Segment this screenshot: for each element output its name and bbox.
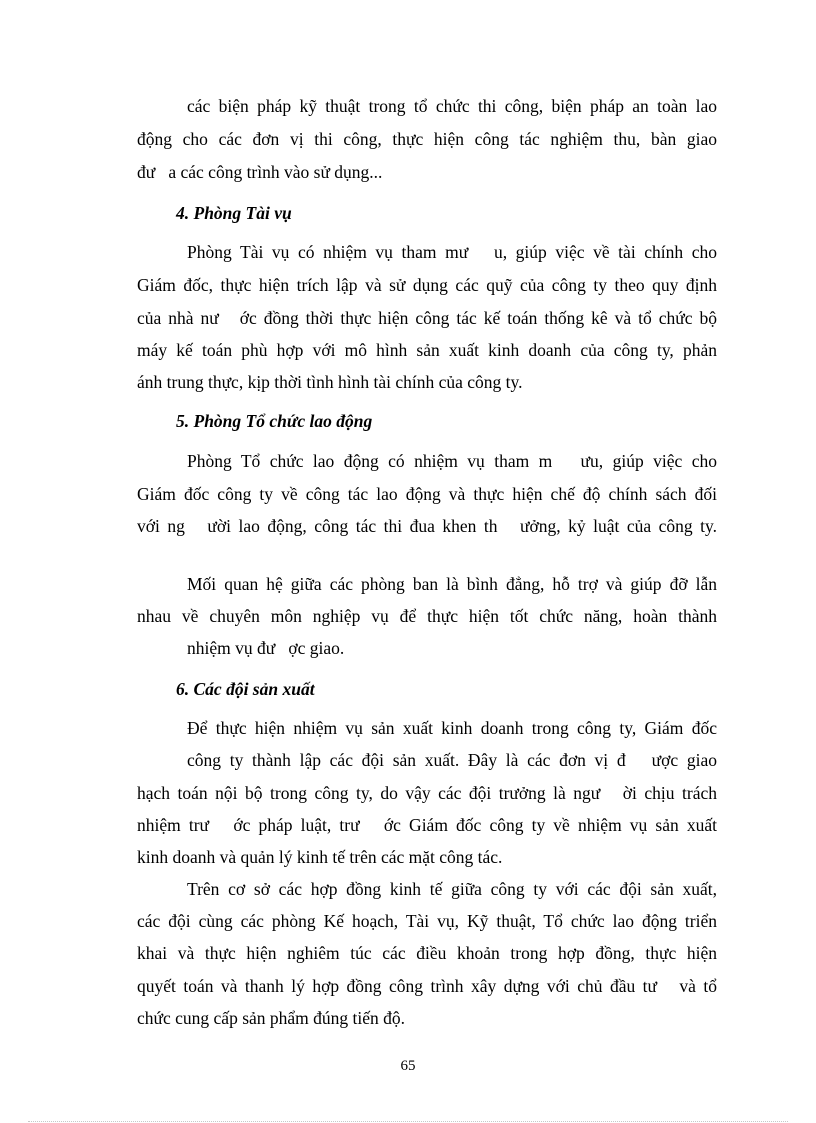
paragraph-line: Phòng Tài vụ có nhiệm vụ tham mư u, giúp việc về tài chính cho	[187, 242, 717, 262]
paragraph-line: nhiệm vụ đư ợc giao.	[187, 638, 345, 658]
paragraph-line: của nhà nư ớc đồng thời thực hiện công tác kế toán thống kê và tổ chức bộ	[137, 308, 717, 328]
paragraph-line: Phòng Tổ chức lao động có nhiệm vụ tham m ưu, giúp việc cho	[187, 451, 717, 471]
section-heading-tai-vu: 4. Phòng Tài vụ	[176, 203, 292, 223]
paragraph-line: Giám đốc, thực hiện trích lập và sử dụng các quỹ của công ty theo quy định	[137, 275, 717, 295]
page-number: 65	[400, 1058, 416, 1074]
paragraph-line: quyết toán và thanh lý hợp đồng công trình xây dựng với chủ đầu tư và tổ	[137, 976, 717, 996]
paragraph-line: các biện pháp kỹ thuật trong tổ chức thi công, biện pháp an toàn lao	[187, 96, 717, 116]
paragraph-line: chức cung cấp sản phẩm đúng tiến độ.	[137, 1008, 406, 1028]
paragraph-line: kinh doanh và quản lý kinh tế trên các mặt công tác.	[137, 847, 503, 867]
paragraph-line: đư a các công trình vào sử dụng...	[137, 162, 383, 182]
paragraph-line: nhiệm trư ớc pháp luật, trư ớc Giám đốc công ty về nhiệm vụ sản xuất	[137, 815, 717, 835]
paragraph-line: máy kế toán phù hợp với mô hình sản xuất kinh doanh của công ty, phản	[137, 340, 717, 360]
paragraph-line: các đội cùng các phòng Kế hoạch, Tài vụ, Kỹ thuật, Tổ chức lao động triển	[137, 911, 717, 931]
paragraph-line: động cho các đơn vị thi công, thực hiện công tác nghiệm thu, bàn giao	[137, 129, 717, 149]
paragraph-line: Mối quan hệ giữa các phòng ban là bình đẳng, hỗ trợ và giúp đỡ lẫn	[187, 574, 717, 594]
paragraph-line: Giám đốc công ty về công tác lao động và thực hiện chế độ chính sách đối	[137, 484, 717, 504]
paragraph-line: với ng ười lao động, công tác thi đua khen th ưởng, kỷ luật của công ty.	[137, 516, 717, 536]
paragraph-line: ánh trung thực, kịp thời tình hình tài chính của công ty.	[137, 372, 523, 392]
page-bottom-divider	[28, 1121, 788, 1122]
paragraph-line: công ty thành lập các đội sản xuất. Đây là các đơn vị đ ược giao	[187, 750, 717, 770]
paragraph-line: hạch toán nội bộ trong công ty, do vậy các đội trưởng là ngư ời chịu trách	[137, 783, 717, 803]
paragraph-line: Trên cơ sở các hợp đồng kinh tế giữa công ty với các đội sản xuất,	[187, 879, 717, 899]
paragraph-line: Để thực hiện nhiệm vụ sản xuất kinh doanh trong công ty, Giám đốc	[187, 718, 717, 738]
section-heading-doi-san-xuat: 6. Các đội sản xuất	[176, 679, 315, 699]
paragraph-line: khai và thực hiện nghiêm túc các điều khoản trong hợp đồng, thực hiện	[137, 943, 717, 963]
paragraph-line: nhau về chuyên môn nghiệp vụ để thực hiện tốt chức năng, hoàn thành	[137, 606, 717, 626]
section-heading-to-chuc-lao-dong: 5. Phòng Tổ chức lao động	[176, 411, 373, 431]
